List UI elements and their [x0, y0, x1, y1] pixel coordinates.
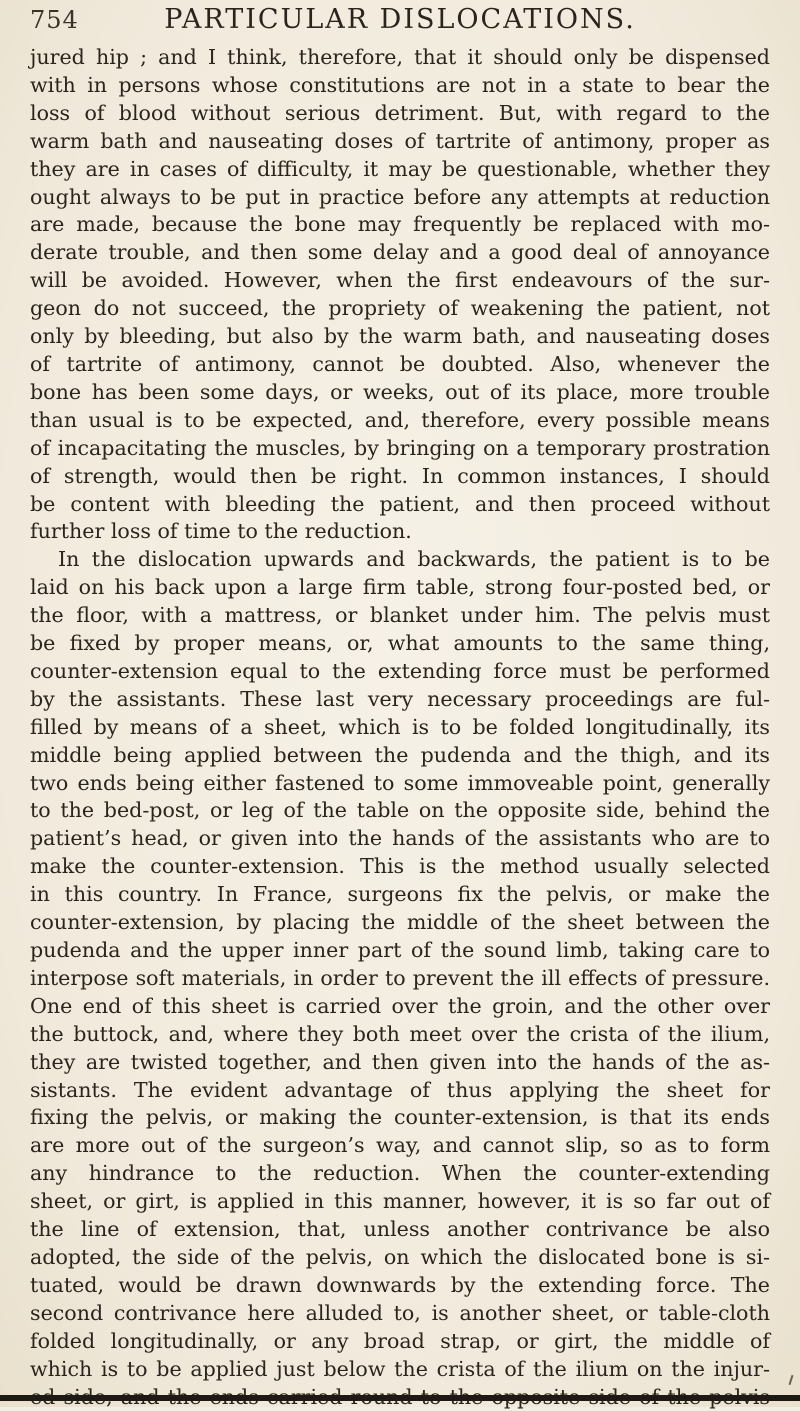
text-line: fixing the pelvis, or making the counter-extension, is that its ends: [30, 1104, 770, 1132]
page-number: 754: [30, 6, 79, 34]
text-line: laid on his back upon a large firm table, strong four-posted bed, or: [30, 574, 770, 602]
text-line: will be avoided. However, when the first endeavours of the sur-: [30, 267, 770, 295]
text-line: second contrivance here alluded to, is another sheet, or table-cloth: [30, 1300, 770, 1328]
text-line: are more out of the surgeon’s way, and cannot slip, so as to form: [30, 1132, 770, 1160]
text-line: counter-extension, by placing the middle of the sheet between the: [30, 909, 770, 937]
text-line: jured hip ; and I think, therefore, that it should only be dispensed: [30, 44, 770, 72]
page-edge-mark: [789, 1375, 794, 1385]
text-line: of incapacitating the muscles, by bringing on a temporary prostration: [30, 435, 770, 463]
paragraph: [30, 546, 770, 1411]
text-line: warm bath and nauseating doses of tartrite of antimony, proper as: [30, 128, 770, 156]
text-line: with in persons whose constitutions are not in a state to bear the: [30, 72, 770, 100]
text-line: only by bleeding, but also by the warm bath, and nauseating doses: [30, 323, 770, 351]
text-line: bone has been some days, or weeks, out of its place, more trouble: [30, 379, 770, 407]
text-line: pudenda and the upper inner part of the sound limb, taking care to: [30, 937, 770, 965]
text-line: the buttock, and, where they both meet over the crista of the ilium,: [30, 1021, 770, 1049]
text-line: be fixed by proper means, or, what amounts to the same thing,: [30, 630, 770, 658]
text-line: One end of this sheet is carried over the groin, and the other over: [30, 993, 770, 1021]
text-line: of tartrite of antimony, cannot be doubted. Also, whenever the: [30, 351, 770, 379]
text-line: of strength, would then be right. In common instances, I should: [30, 463, 770, 491]
text-line: counter-extension equal to the extending force must be performed: [30, 658, 770, 686]
text-line: make the counter-extension. This is the method usually selected: [30, 853, 770, 881]
body-text: [30, 44, 770, 1411]
text-line: In the dislocation upwards and backwards, the patient is to be: [30, 546, 770, 574]
text-line: loss of blood without serious detriment. But, with regard to the: [30, 100, 770, 128]
text-line: ought always to be put in practice before any attempts at reduction: [30, 184, 770, 212]
running-head: PARTICULAR DISLOCATIONS.: [30, 4, 770, 35]
text-line: geon do not succeed, the propriety of weakening the patient, not: [30, 295, 770, 323]
text-line: by the assistants. These last very necessary proceedings are ful-: [30, 686, 770, 714]
text-line: middle being applied between the pudenda and the thigh, and its: [30, 742, 770, 770]
text-line: the line of extension, that, unless another contrivance be also: [30, 1216, 770, 1244]
text-line: sheet, or girt, is applied in this manner, however, it is so far out of: [30, 1188, 770, 1216]
text-line: sistants. The evident advantage of thus applying the sheet for: [30, 1077, 770, 1105]
text-line: folded longitudinally, or any broad strap, or girt, the middle of: [30, 1328, 770, 1356]
text-line: adopted, the side of the pelvis, on which the dislocated bone is si-: [30, 1244, 770, 1272]
text-line: filled by means of a sheet, which is to be folded longitudinally, its: [30, 714, 770, 742]
text-line: two ends being either fastened to some immoveable point, generally: [30, 770, 770, 798]
text-line: in this country. In France, surgeons fix the pelvis, or make the: [30, 881, 770, 909]
text-line: patient’s head, or given into the hands of the assistants who are to: [30, 825, 770, 853]
page-header: [30, 4, 770, 40]
text-line: to the bed-post, or leg of the table on the opposite side, behind the: [30, 797, 770, 825]
text-line: they are twisted together, and then given into the hands of the as-: [30, 1049, 770, 1077]
text-line: any hindrance to the reduction. When the counter-extending: [30, 1160, 770, 1188]
text-line: which is to be applied just below the crista of the ilium on the injur-: [30, 1356, 770, 1384]
text-line: tuated, would be drawn downwards by the extending force. The: [30, 1272, 770, 1300]
bottom-rule: [0, 1395, 800, 1401]
text-line: than usual is to be expected, and, therefore, every possible means: [30, 407, 770, 435]
paragraph: [30, 44, 770, 546]
text-line: be content with bleeding the patient, and then proceed without: [30, 491, 770, 519]
text-line: are made, because the bone may frequently be replaced with mo-: [30, 211, 770, 239]
text-line: derate trouble, and then some delay and a good deal of annoyance: [30, 239, 770, 267]
text-line: further loss of time to the reduction.: [30, 518, 770, 546]
text-line: interpose soft materials, in order to prevent the ill effects of pressure.: [30, 965, 770, 993]
text-line: the floor, with a mattress, or blanket under him. The pelvis must: [30, 602, 770, 630]
text-line: they are in cases of difficulty, it may be questionable, whether they: [30, 156, 770, 184]
